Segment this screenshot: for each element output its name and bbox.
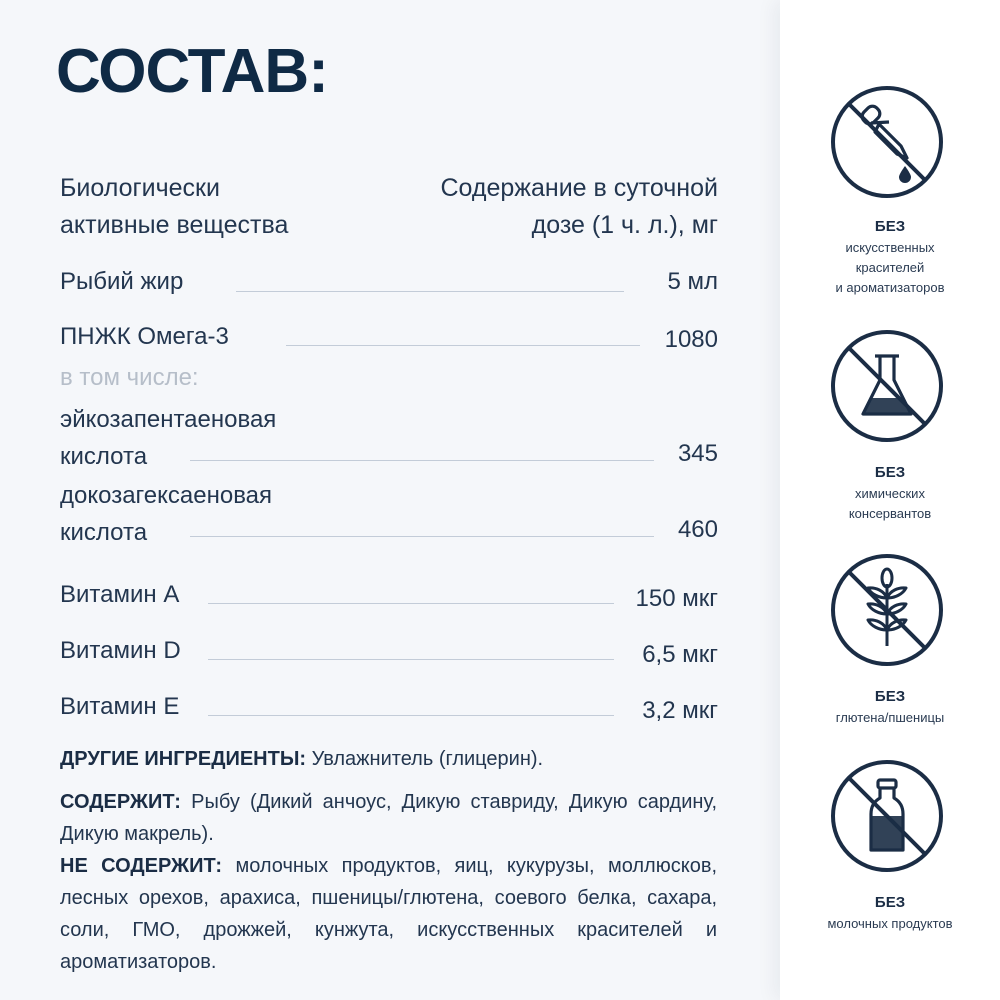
row-value: 3,2 мкг — [642, 697, 718, 724]
badge-title: БЕЗ — [874, 218, 906, 235]
row-name: Витамин D — [60, 637, 181, 664]
row-dha — [60, 477, 718, 551]
badge-no-dyes — [780, 86, 1000, 306]
row-vitamin-a — [60, 581, 718, 615]
flask-icon — [831, 330, 943, 442]
row-value: 6,5 мкг — [642, 641, 718, 668]
leader-line — [236, 291, 624, 292]
row-name: докозагексаеновая кислота — [60, 482, 273, 546]
row-vitamin-d — [60, 637, 718, 671]
badge-no-gluten — [780, 554, 1000, 734]
leader-line — [208, 603, 614, 604]
badge-title: БЕЗ — [874, 464, 906, 481]
row-name: Витамин E — [60, 693, 180, 720]
badge-description: искусственных красителей и ароматизаторов — [835, 240, 945, 295]
row-name: Витамин А — [60, 581, 180, 608]
free-from-sidebar — [780, 0, 1000, 1000]
badge-title: БЕЗ — [874, 688, 906, 705]
row-value: 1080 — [664, 326, 718, 353]
column-header-substances: Биологически активные вещества — [60, 174, 289, 239]
leader-line — [286, 345, 640, 346]
badge-no-preservatives — [780, 330, 1000, 530]
leader-line — [190, 460, 654, 461]
row-name: эйкозапентаеновая кислота — [60, 406, 277, 470]
row-fish-oil — [60, 268, 718, 302]
other-ingredients: ДРУГИЕ ИНГРЕДИЕНТЫ: Увлажнитель (глицерин). — [60, 748, 544, 770]
not-contains-paragraph: НЕ СОДЕРЖИТ: молочных продуктов, яиц, кукурузы, моллюсков, лесных орехов, арахиса, пшеницы/глютена, соевого белка, сахара, соли, ГМО, дрожжей, кунжута, искусственных красителей и ароматизаторов. — [60, 855, 718, 973]
page-title: СОСТАВ: — [56, 37, 328, 106]
leader-line — [208, 715, 614, 716]
row-vitamin-e — [60, 693, 718, 727]
row-name: Рыбий жир — [60, 268, 184, 295]
badge-description: глютена/пшеницы — [835, 710, 945, 725]
milk-bottle-icon — [831, 760, 943, 872]
leader-line — [208, 659, 614, 660]
row-epa — [60, 401, 718, 475]
contains-paragraph: СОДЕРЖИТ: Рыбу (Дикий анчоус, Дикую ставриду, Дикую сардину, Дикую макрель). — [60, 791, 717, 845]
column-header-content: Содержание в суточной дозе (1 ч. л.), мг — [440, 174, 718, 239]
badge-description: молочных продуктов — [827, 916, 953, 931]
row-name: ПНЖК Омега-3 — [60, 323, 229, 350]
including-label: в том числе: — [60, 364, 199, 391]
badge-description: химических консервантов — [848, 486, 932, 521]
leader-line — [190, 536, 654, 537]
row-value: 460 — [677, 516, 718, 543]
badge-title: БЕЗ — [874, 894, 906, 911]
dropper-icon — [831, 86, 943, 198]
row-value: 345 — [677, 440, 718, 467]
row-value: 5 мл — [667, 268, 718, 295]
row-value: 150 мкг — [635, 585, 718, 612]
row-pufa-omega3 — [60, 323, 718, 357]
wheat-icon — [831, 554, 943, 666]
badge-no-dairy — [780, 760, 1000, 940]
